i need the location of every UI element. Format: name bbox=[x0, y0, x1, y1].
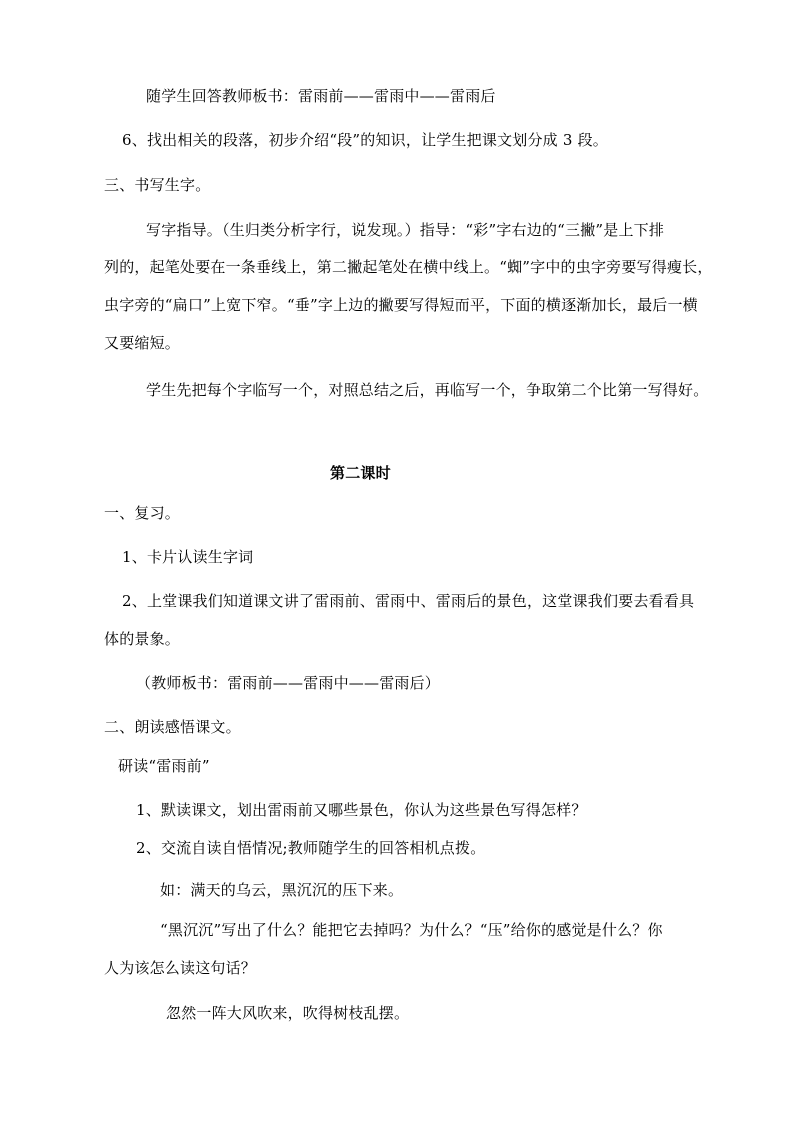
section-heading-write-characters: 三、书写生字。 bbox=[104, 176, 211, 194]
text-line-board-writing-2: （教师板书：雷雨前——雷雨中——雷雨后） bbox=[136, 674, 441, 692]
text-line-writing-guide-4: 又要缩短。 bbox=[104, 334, 181, 352]
text-line-review-2b: 体的景象。 bbox=[104, 630, 181, 648]
text-line-writing-guide-1: 写字指导。（生归类分析字行，说发现。）指导：“彩”字右边的“三撇”是上下排 bbox=[146, 221, 665, 239]
text-line-writing-guide-2: 列的，起笔处要在一条垂线上，第二撇起笔处在横中线上。“蜘”字中的虫字旁要写得瘦长， bbox=[104, 258, 713, 276]
section-heading-read-aloud: 二、朗读感悟课文。 bbox=[104, 718, 241, 736]
text-line-task-2: 2、交流自读自悟情况;教师随学生的回答相机点拨。 bbox=[136, 839, 486, 857]
text-line-question-1: “黑沉沉”写出了什么？能把它去掉吗？为什么？“压”给你的感觉是什么？你 bbox=[160, 921, 663, 939]
text-line-wind: 忽然一阵大风吹来，吹得树枝乱摆。 bbox=[166, 1004, 410, 1022]
text-line-board-writing: 随学生回答教师板书：雷雨前——雷雨中——雷雨后 bbox=[146, 87, 496, 105]
text-line-step-6: 6、找出相关的段落，初步介绍“段”的知识，让学生把课文划分成 3 段。 bbox=[122, 131, 608, 149]
text-line-example: 如：满天的乌云，黑沉沉的压下来。 bbox=[160, 881, 404, 899]
text-line-study-before-storm: 研读“雷雨前” bbox=[118, 757, 210, 775]
section-heading-review: 一、复习。 bbox=[104, 504, 181, 522]
text-line-task-1: 1、默读课文，划出雷雨前又哪些景色，你认为这些景色写得怎样？ bbox=[136, 801, 587, 819]
text-line-review-1: 1、卡片认读生字词 bbox=[122, 548, 254, 566]
text-line-writing-guide-3: 虫字旁的“扁口”上宽下窄。“垂”字上边的撇要写得短而平，下面的横逐渐加长，最后一横 bbox=[104, 296, 698, 314]
text-line-question-2: 人为该怎么读这句话？ bbox=[104, 959, 257, 977]
text-line-practice: 学生先把每个字临写一个，对照总结之后，再临写一个，争取第二个比第一写得好。 bbox=[146, 381, 709, 399]
lesson-title: 第二课时 bbox=[330, 464, 391, 482]
text-line-review-2a: 2、上堂课我们知道课文讲了雷雨前、雷雨中、雷雨后的景色，这堂课我们要去看看具 bbox=[122, 592, 695, 610]
